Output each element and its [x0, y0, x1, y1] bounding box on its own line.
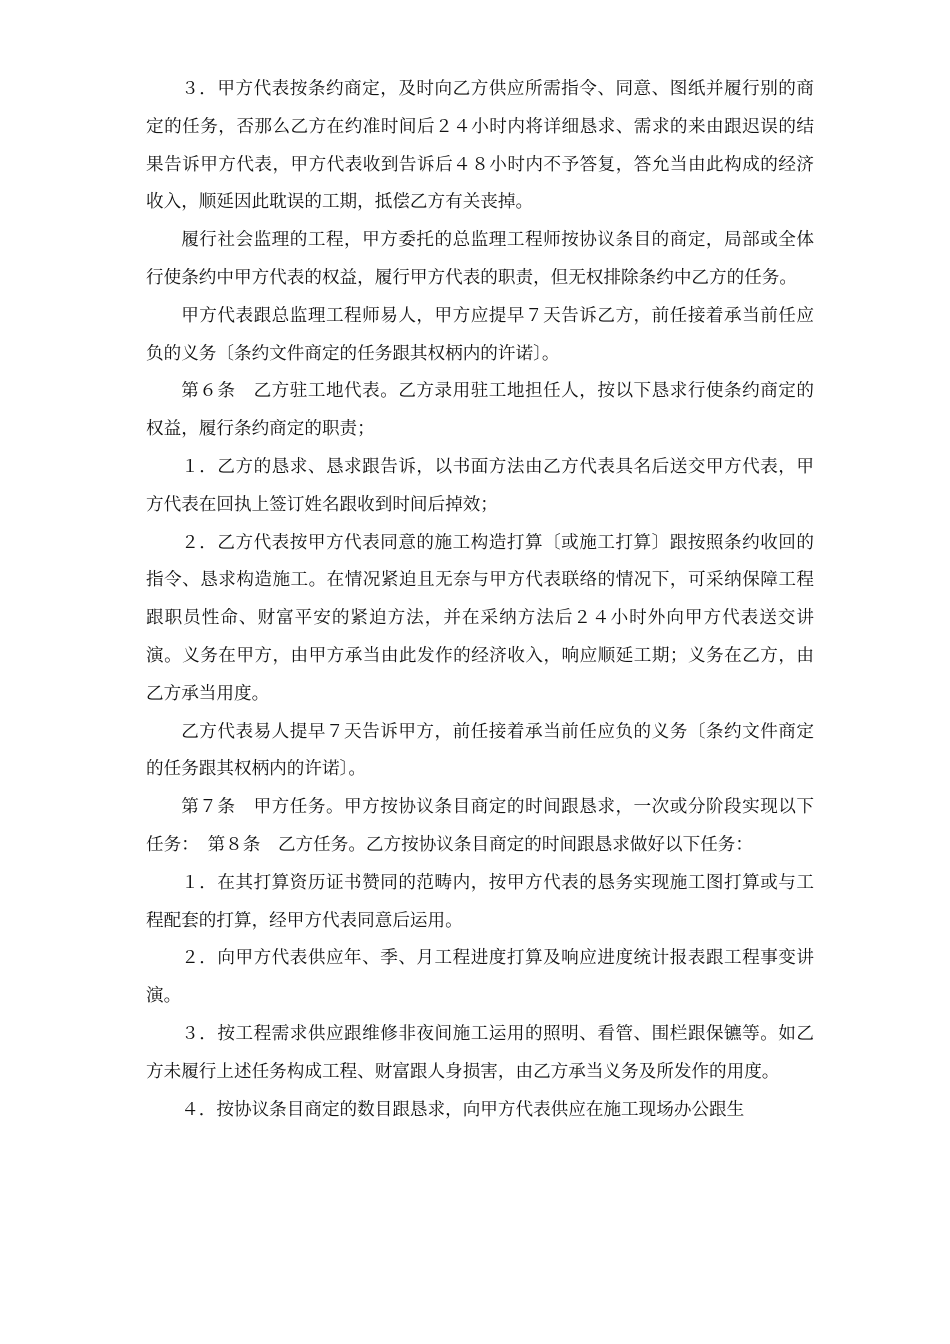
- paragraph-clause-3-rep-duties: ３．甲方代表按条约商定，及时向乙方供应所需指令、同意、图纸并履行别的商定的任务，否那么乙方在约准时间后２４小时内将详细恳求、需求的来由跟迟误的结果告诉甲方代表，甲方代表收到告诉后４８小时内不予答复，答允当由此构成的经济收入，顺延因此耽误的工期，抵偿乙方有关丧掉。: [146, 79, 814, 213]
- paragraph-article-8-item-1: １．在其打算资历证书赞同的范畴内，按甲方代表的恳务实现施工图打算或与工程配套的打算，经甲方代表同意后运用。: [146, 872, 814, 931]
- paragraph-rep-change: 甲方代表跟总监理工程师易人，甲方应提早７天告诉乙方，前任接着承当前任应负的义务〔条约文件商定的任务跟其权柄内的许诺〕。: [146, 305, 814, 364]
- paragraph-article-6-item-1: １．乙方的恳求、恳求跟告诉，以书面方法由乙方代表具名后送交甲方代表，甲方代表在回执上签订姓名跟收到时间后掉效；: [146, 456, 814, 515]
- paragraph-article-8-item-3: ３．按工程需求供应跟维修非夜间施工运用的照明、看管、围栏跟保镳等。如乙方未履行上述任务构成工程、财富跟人身损害，由乙方承当义务及所发作的用度。: [146, 1023, 814, 1082]
- paragraph-article-6-item-2: ２．乙方代表按甲方代表同意的施工构造打算〔或施工打算〕跟按照条约收回的指令、恳求构造施工。在情况紧迫且无奈与甲方代表联络的情况下，可采纳保障工程跟职员性命、财富平安的紧迫方法，并在采纳方法后２４小时外向甲方代表送交讲演。义务在甲方，由甲方承当由此发作的经济收入，响应顺延工期；义务在乙方，由乙方承当用度。: [146, 532, 814, 704]
- paragraph-article-8-item-4: ４．按协议条目商定的数目跟恳求，向甲方代表供应在施工现场办公跟生: [181, 1099, 745, 1120]
- paragraph-article-8-item-2: ２．向甲方代表供应年、季、月工程进度打算及响应进度统计报表跟工程事变讲演。: [146, 948, 814, 1007]
- paragraph-b-rep-change: 乙方代表易人提早７天告诉甲方，前任接着承当前任应负的义务〔条约文件商定的任务跟其权柄内的许诺〕。: [146, 721, 814, 780]
- paragraph-articles-7-8: 第７条 甲方任务。甲方按协议条目商定的时间跟恳求，一次或分阶段实现以下任务： 第８条 乙方任务。乙方按协议条目商定的时间跟恳求做好以下任务：: [146, 797, 814, 855]
- paragraph-article-6: 第６条 乙方驻工地代表。乙方录用驻工地担任人，按以下恳求行使条约商定的权益，履行条约商定的职责；: [146, 381, 814, 440]
- document-body: [146, 71, 814, 1129]
- paragraph-supervision: 履行社会监理的工程，甲方委托的总监理工程师按协议条目的商定，局部或全体行使条约中甲方代表的权益，履行甲方代表的职责，但无权排除条约中乙方的任务。: [146, 230, 814, 288]
